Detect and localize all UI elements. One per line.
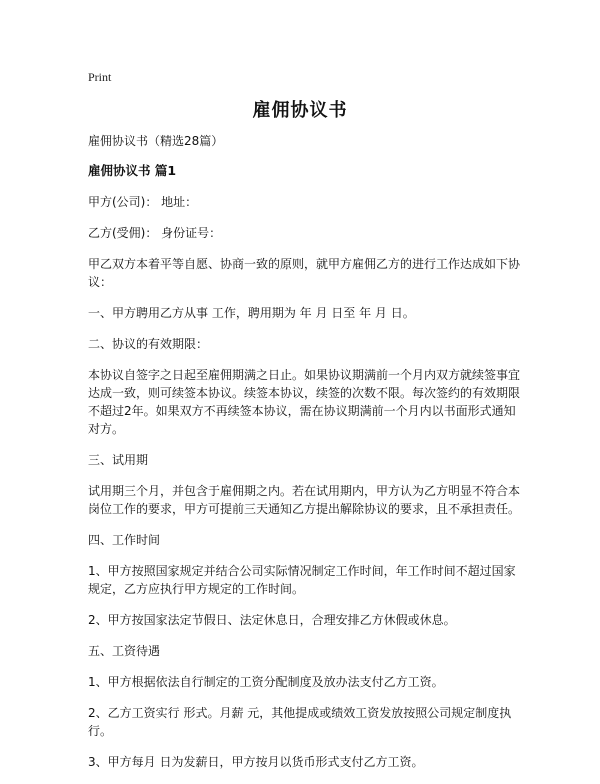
section-heading: 雇佣协议书 篇1	[88, 163, 177, 178]
paragraph-clause-5-heading: 五、工资待遇	[88, 644, 161, 658]
paragraph-salary-2: 2、乙方工资实行 形式。月薪 元，其他提成或绩效工资发放按照公司规定制度执行。	[88, 706, 512, 738]
paragraph-clause-1: 一、甲方聘用乙方从事 工作，聘用期为 年 月 日至 年 月 日。	[88, 306, 415, 320]
document-title: 雇佣协议书	[252, 100, 348, 121]
paragraph-probation: 试用期三个月，并包含于雇佣期之内。若在试用期内，甲方认为乙方明显不符合本岗位工作的要求，甲方可提前三天通知乙方提出解除协议的要求，且不承担责任。	[88, 484, 521, 516]
paragraph-party-a: 甲方(公司)： 地址：	[88, 195, 198, 209]
print-label: Print	[88, 70, 112, 84]
paragraph-work-hours-1: 1、甲方按照国家规定并结合公司实际情况制定工作时间，年工作时间不超过国家规定，乙方应执行甲方规定的工作时间。	[88, 564, 516, 596]
paragraph-clause-3-heading: 三、试用期	[88, 453, 149, 467]
paragraph-party-b: 乙方(受佣)： 身份证号：	[88, 226, 222, 240]
paragraph-validity: 本协议自签字之日起至雇佣期满之日止。如果协议期满前一个月内双方就续签事宜达成一致，则可续签本协议。续签本协议，续签的次数不限。每次签约的有效期限不超过2年。如果双方不再续签本协议，需在协议期满前一个月内以书面形式通知对方。	[88, 368, 521, 436]
paragraph-clause-2-heading: 二、协议的有效期限：	[88, 337, 209, 351]
paragraph-clause-4-heading: 四、工作时间	[88, 533, 161, 547]
paragraph-work-hours-2: 2、甲方按国家法定节假日、法定休息日，合理安排乙方休假或休息。	[88, 613, 456, 627]
document-body	[88, 132, 522, 784]
paragraph-intro: 甲乙双方本着平等自愿、协商一致的原则，就甲方雇佣乙方的进行工作达成如下协议：	[88, 257, 521, 289]
paragraph-salary-1: 1、甲方根据依法自行制定的工资分配制度及放办法支付乙方工资。	[88, 675, 444, 689]
document-subtitle: 雇佣协议书（精选28篇）	[88, 134, 224, 148]
paragraph-salary-3: 3、甲方每月 日为发薪日，甲方按月以货币形式支付乙方工资。	[88, 755, 424, 769]
